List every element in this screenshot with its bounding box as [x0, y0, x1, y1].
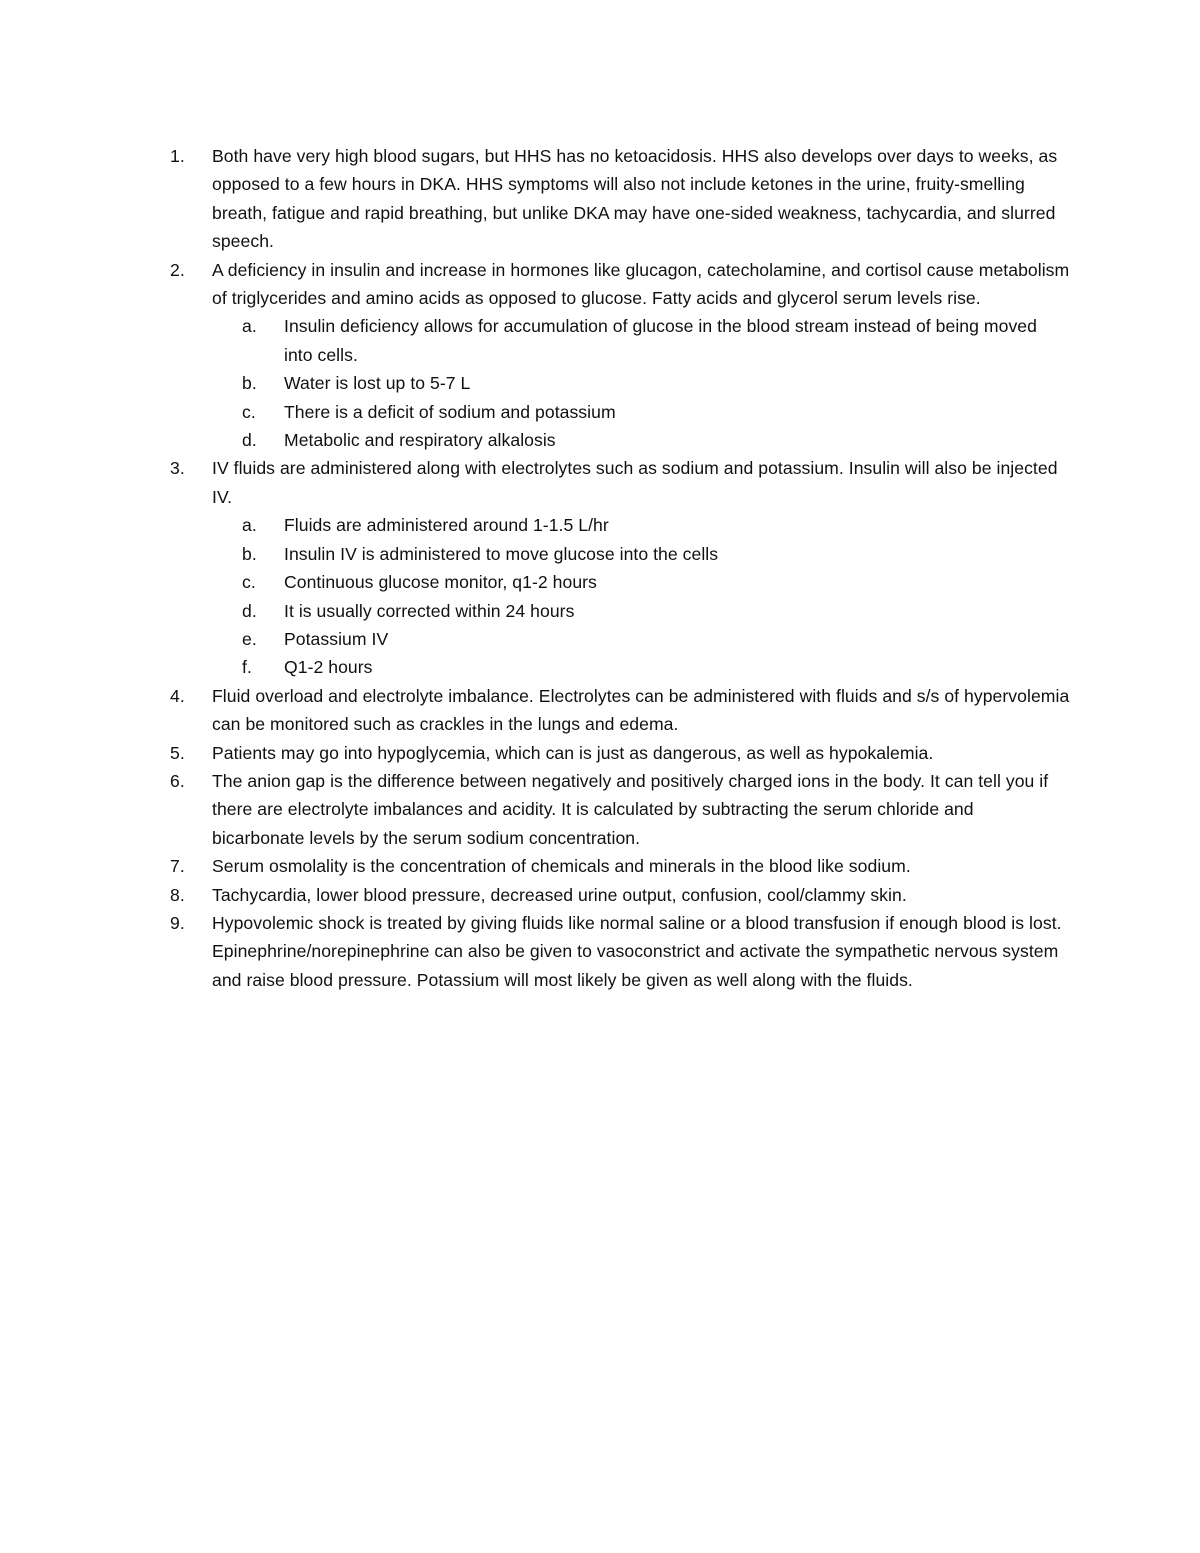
list-item-body: [212, 142, 1070, 256]
list-item-body: [212, 767, 1070, 852]
sublist-text: Insulin deficiency allows for accumulation of glucose in the blood stream instead of being moved into cells.: [284, 316, 1037, 365]
list-item-body: [212, 256, 1070, 313]
sublist-item: [200, 540, 1070, 568]
sublist-item: [200, 426, 1070, 454]
list-item-6: [170, 767, 1070, 852]
sublist-text: Metabolic and respiratory alkalosis: [284, 430, 556, 451]
sublist-letter: b.: [242, 543, 257, 564]
sublist-item: [200, 625, 1070, 653]
sublist-item: [200, 597, 1070, 625]
list-number: 9.: [170, 912, 185, 933]
list-item-body: [212, 881, 1070, 909]
sublist-letter: c.: [242, 572, 256, 593]
list-item-body: [212, 739, 1070, 767]
list-item-text: Hypovolemic shock is treated by giving fluids like normal saline or a blood transfusion if enough blood is lost. Epinephrine/norepinephrine can also be given to vasoconstrict and activate the sympathetic nervous system and raise blood pressure. Potassium will most likely be given as well along with the fluids.: [212, 912, 1062, 990]
sublist-item: [200, 511, 1070, 539]
sublist-letter: d.: [242, 600, 257, 621]
list-number: 1.: [170, 146, 185, 166]
sublist-letter: a.: [242, 515, 257, 536]
list-item-7: [170, 852, 1070, 880]
list-item-text: Serum osmolality is the concentration of chemicals and minerals in the blood like sodium.: [212, 856, 911, 877]
sublist-item: [200, 369, 1070, 397]
sublist-letter: b.: [242, 373, 257, 394]
sublist-text: There is a deficit of sodium and potassium: [284, 401, 616, 422]
sublist-3: [170, 511, 1070, 681]
sublist-letter: e.: [242, 628, 257, 649]
sublist-item: [200, 653, 1070, 681]
list-number: 4.: [170, 685, 185, 706]
sublist-letter: f.: [242, 657, 252, 678]
sublist-item: [200, 312, 1070, 369]
sublist-text: Insulin IV is administered to move glucose into the cells: [284, 543, 719, 564]
sublist-item: [200, 398, 1070, 426]
list-item-body: [212, 852, 1070, 880]
list-number: 3.: [170, 458, 185, 479]
list-item-text: IV fluids are administered along with electrolytes such as sodium and potassium. Insulin will also be injected IV.: [212, 458, 1058, 507]
list-item-5: [170, 739, 1070, 767]
list-item-body: [212, 454, 1070, 511]
list-item-2: [170, 256, 1070, 313]
sublist-text: Water is lost up to 5-7 L: [284, 373, 471, 394]
sublist-2: [170, 312, 1070, 454]
list-item-3: [170, 454, 1070, 511]
list-number: 2.: [170, 259, 185, 280]
list-number: 6.: [170, 770, 185, 791]
list-number: 8.: [170, 884, 185, 905]
list-number: 5.: [170, 742, 185, 763]
list-item-text: Patients may go into hypoglycemia, which can is just as dangerous, as well as hypokalemia.: [212, 742, 934, 763]
list-item-text: The anion gap is the difference between negatively and positively charged ions in the body. It can tell you if there are electrolyte imbalances and acidity. It is calculated by subtracting the serum chloride and bicarbonate levels by the serum sodium concentration.: [212, 770, 1049, 848]
list-item-4: [170, 682, 1070, 739]
sublist-text: It is usually corrected within 24 hours: [284, 600, 575, 621]
sublist-text: Continuous glucose monitor, q1-2 hours: [284, 572, 597, 593]
sublist-letter: d.: [242, 430, 257, 451]
list-number: 7.: [170, 856, 185, 877]
list-item-8: [170, 881, 1070, 909]
list-item-body: [212, 909, 1070, 994]
list-item-body: [212, 682, 1070, 739]
numbered-list: [170, 142, 1070, 994]
list-item-text: A deficiency in insulin and increase in hormones like glucagon, catecholamine, and cortisol cause metabolism of triglycerides and amino acids as opposed to glucose. Fatty acids and glycerol serum levels rise.: [212, 259, 1070, 309]
sublist-text: Potassium IV: [284, 628, 389, 649]
list-item-text: Both have very high blood sugars, but HHS has no ketoacidosis. HHS also develops over days to weeks, as opposed to a few hours in DKA. HHS symptoms will also not include ketones in the urine, fruity-smelling breath, fatigue and rapid breathing, but unlike DKA may have one-sided weakness, tachycardia, and slurred speech.: [212, 146, 1058, 252]
sublist-item: [200, 568, 1070, 596]
sublist-letter: a.: [242, 316, 257, 337]
list-item-9: [170, 909, 1070, 994]
sublist-letter: c.: [242, 401, 256, 422]
list-item-text: Fluid overload and electrolyte imbalance. Electrolytes can be administered with fluids and s/s of hypervolemia can be monitored such as crackles in the lungs and edema.: [212, 685, 1070, 735]
sublist-text: Q1-2 hours: [284, 657, 373, 678]
list-item-1: [170, 142, 1070, 256]
list-item-text: Tachycardia, lower blood pressure, decreased urine output, confusion, cool/clammy skin.: [212, 884, 907, 905]
sublist-text: Fluids are administered around 1-1.5 L/hr: [284, 515, 609, 536]
